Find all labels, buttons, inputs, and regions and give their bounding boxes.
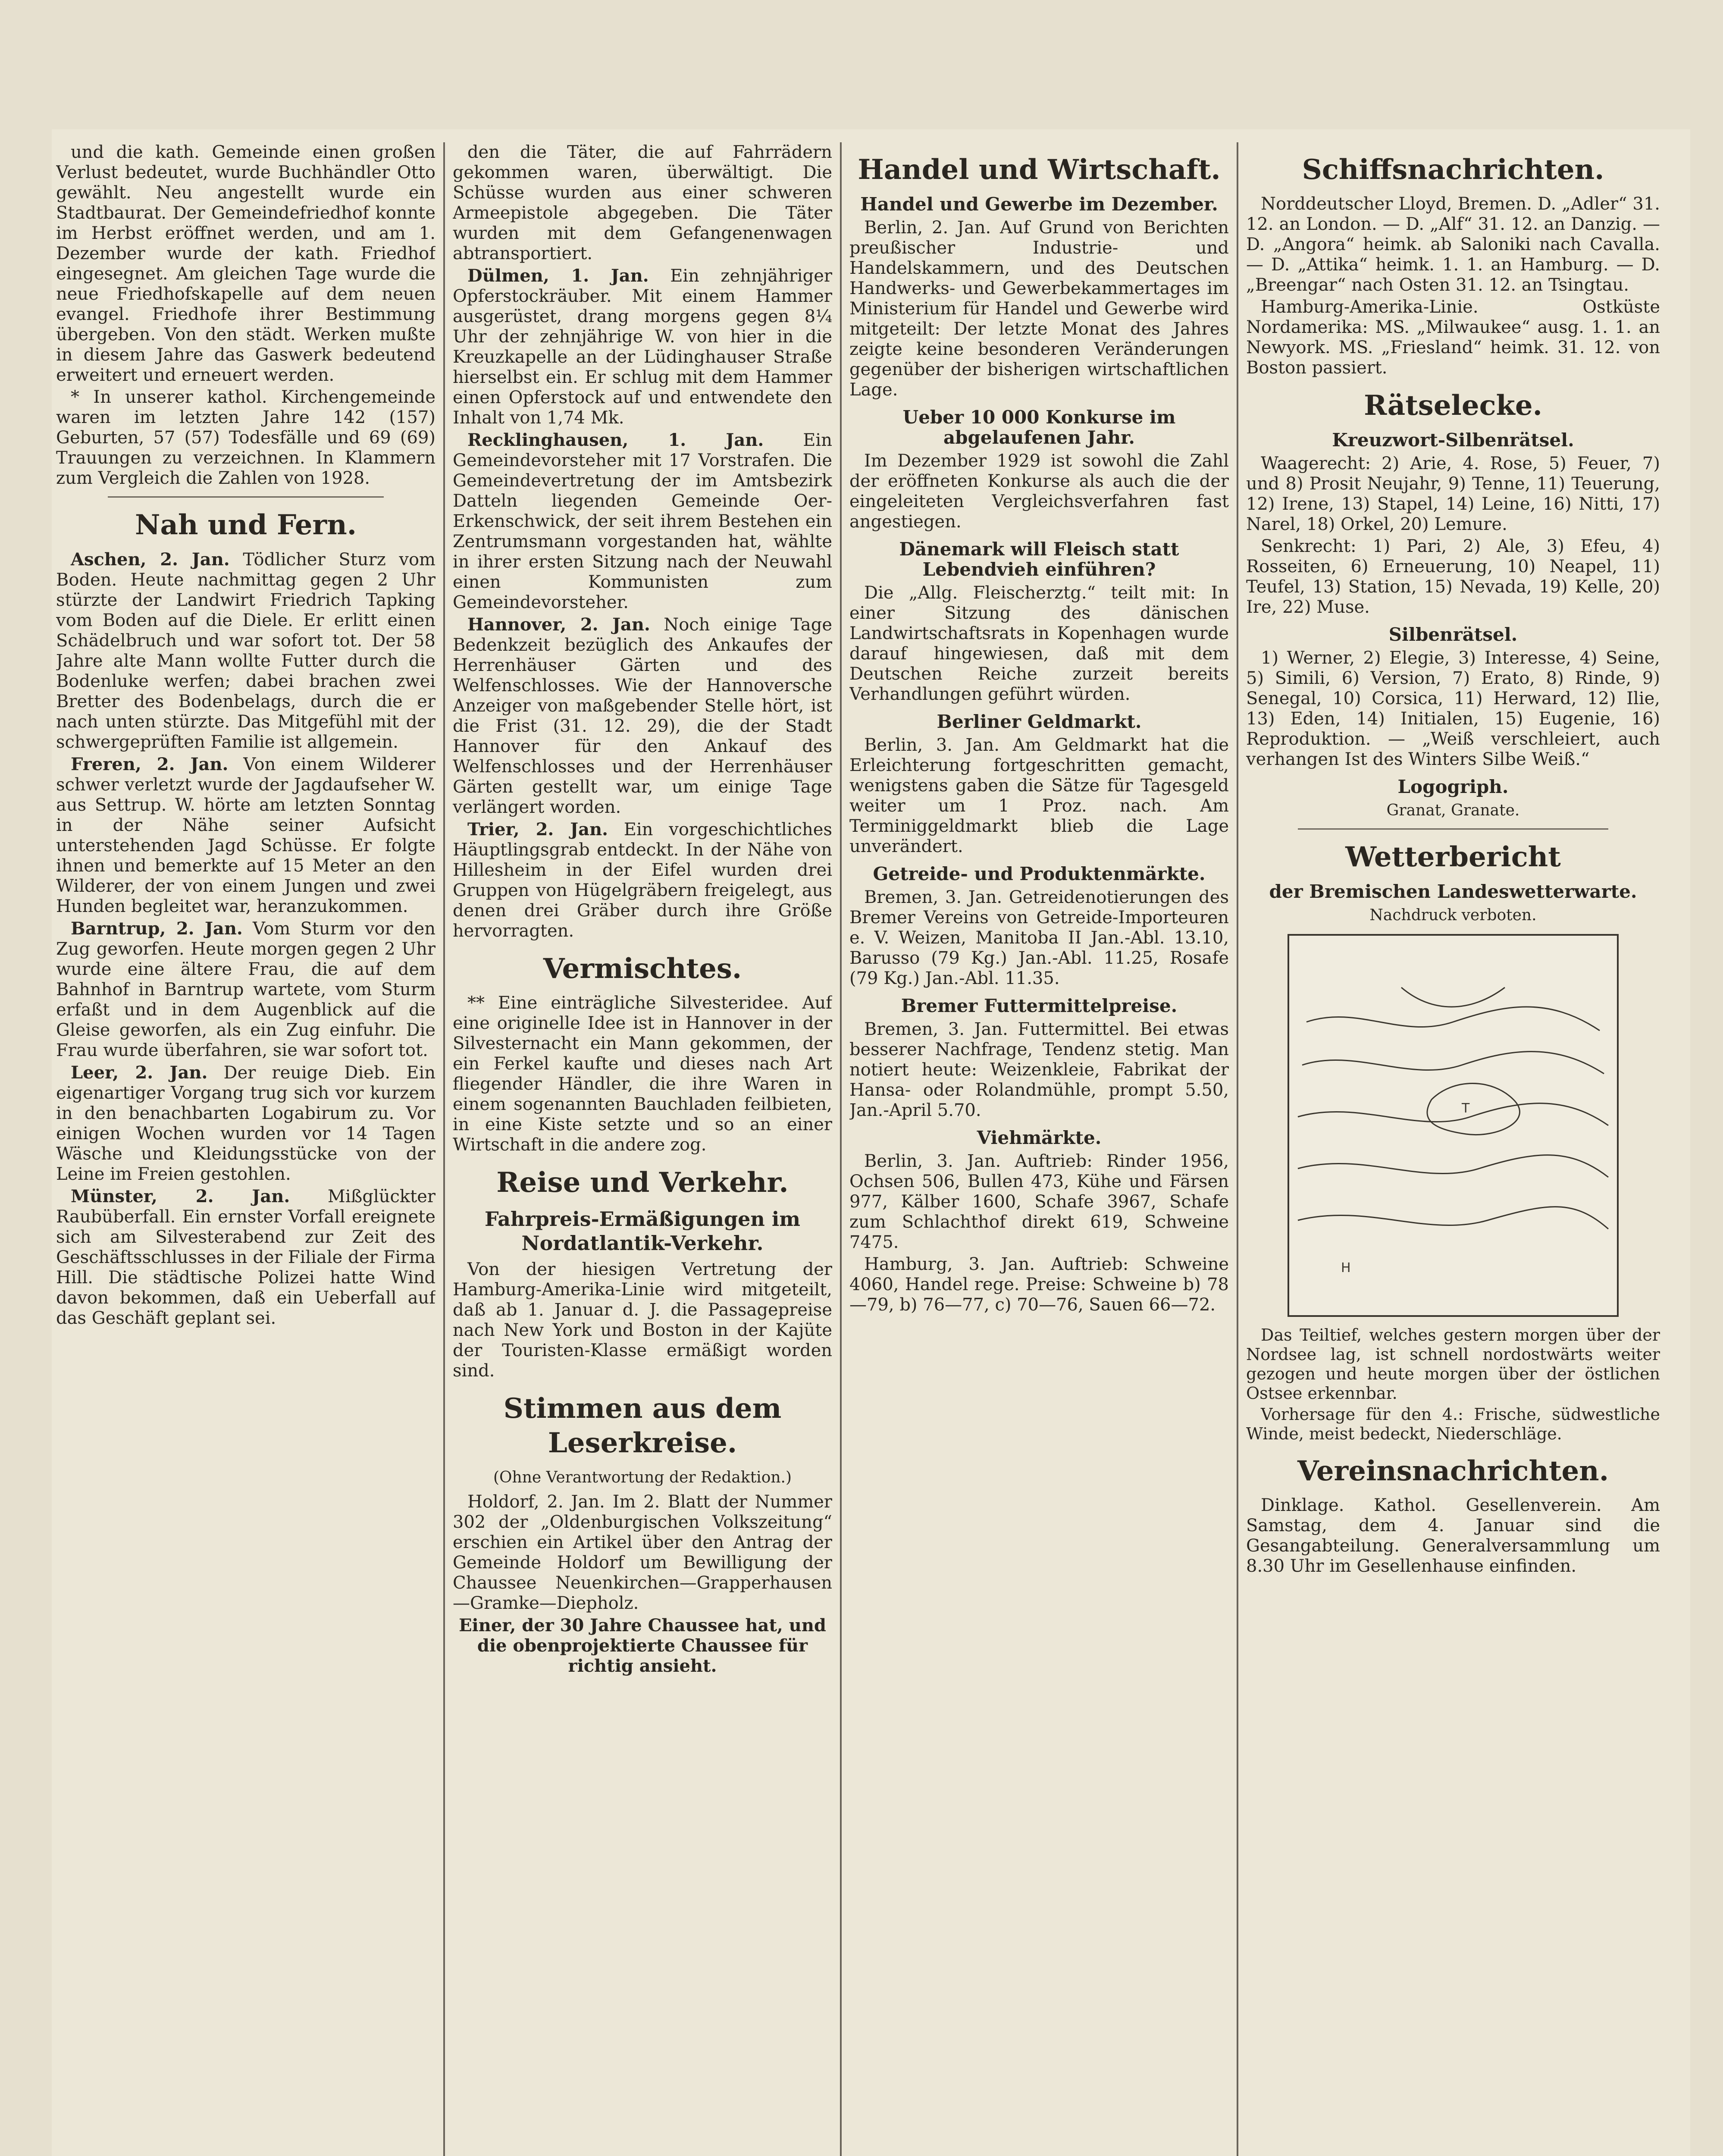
news-item: Hannover, 2. Jan. Noch einige Tage Bedenkzeit bezüglich des Ankaufes der Herrenhäuser Gärten und des Welfenschlosses. Wie der Hannoversche Anzeiger von maßgebender Stelle hört, ist die Frist (31. 12. 29), die der Stadt Hannover für den Ankauf des Welfenschlosses und der Herrenhäuser Gärten gestellt war, um einige Tage verlängert worden.	[453, 614, 832, 817]
article-subheading: Berliner Geldmarkt.	[937, 711, 1142, 732]
section-heading: Nah und Fern.	[135, 509, 357, 541]
article-text: Berlin, 3. Jan. Auftrieb: Rinder 1956, Ochsen 506, Bullen 473, Kühe und Färsen 977, Kälber 1600, Schafe 3967, Schafe zum Schlachthof direkt 619, Schweine 7475.	[849, 1151, 1229, 1252]
weather-map-graphic	[1289, 936, 1613, 1312]
article-text: Bremen, 3. Jan. Futtermittel. Bei etwas besserer Nachfrage, Tendenz stetig. Man notiert heute: Weizenkleie, Fabrikat der Hansa- oder Rolandmühle, prompt 5.50, Jan.-April 5.70.	[849, 1019, 1229, 1120]
article-text: Hamburg-Amerika-Linie. Ostküste Nordamerika: MS. „Milwaukee“ ausg. 1. 1. an Newyork. MS. „Friesland“ heimk. 31. 12. von Boston passiert.	[1246, 297, 1660, 378]
riddle-solution: Senkrecht: 1) Pari, 2) Ale, 3) Efeu, 4) Rosseiten, 6) Erneuerung, 10) Neapel, 11) Teufel, 13) Station, 15) Nevada, 19) Kelle, 20) Ire, 22) Muse.	[1246, 536, 1660, 617]
news-item: Barntrup, 2. Jan. Vom Sturm vor den Zug geworfen. Heute morgen gegen 2 Uhr wurde eine ältere Frau, die auf dem Bahnhof in Barntrup wartete, vom Sturm erfaßt und in dem Augenblick auf die Gleise geworfen, als ein Zug einfuhr. Die Frau wurde überfahren, sie war sofort tot.	[56, 918, 435, 1060]
article-text: Bremen, 3. Jan. Getreidenotierungen des Bremer Vereins von Getreide-Importeuren e. V. Weizen, Manitoba II Jan.-Abl. 13.10, Barusso (79 Kg.) Jan.-Abl. 11.25, Rosafe (79 Kg.) Jan.-Abl. 11.35.	[849, 887, 1229, 988]
article-signature: Einer, der 30 Jahre Chaussee hat, und die obenprojektierte Chaussee für richtig ansieht.	[459, 1615, 826, 1676]
article-text: ** Eine einträgliche Silvesteridee. Auf eine originelle Idee ist in Hannover in der Silvesternacht ein Mann gekommen, der ein Ferkel kaufte und dieses nach Art fliegender Händler, die ihre Waren in einem sogenannten Bauchladen feilbieten, in eine Kiste setzte und so an einer Wirtschaft in die andere zog.	[453, 993, 832, 1155]
article-subheading: Dänemark will Fleisch statt Lebendvieh einführen?	[899, 539, 1179, 580]
article-text: Berlin, 3. Jan. Am Geldmarkt hat die Erleichterung fortgeschritten gemacht, wenigstens gaben die Sätze für Tagesgeld weiter um 1 Proz. nach. Am Terminiggeldmarkt blieb die Lage unverändert.	[849, 735, 1229, 856]
section-heading: Vermischtes.	[543, 953, 742, 985]
riddle-solution: 1) Werner, 2) Elegie, 3) Interesse, 4) Seine, 5) Simili, 6) Version, 7) Erato, 8) Rinde, 9) Senegal, 10) Corsica, 11) Herward, 12) Ilie, 13) Eden, 14) Initialen, 15) Eugenie, 16) Reproduktion. — „Weiß verschleiert, auch verhangen Ist des Winters Silbe Weiß.“	[1246, 648, 1660, 769]
article-subheading: Silbenrätsel.	[1388, 624, 1518, 645]
riddle-solution: Granat, Granate.	[1386, 802, 1520, 819]
article-subheading: Ueber 10 000 Konkurse im abgelaufenen Jahr.	[902, 407, 1176, 448]
news-item: Freren, 2. Jan. Von einem Wilderer schwer verletzt wurde der Jagdaufseher W. aus Settrup. W. hörte am letzten Sonntag in der Nähe seiner Aufsicht unterstehenden Jagd Schüsse. Er folgte ihnen und bemerkte auf 15 Meter an den Wilderer, der von einem Jungen und zwei Hunden begleitet war, heranzukommen.	[56, 754, 435, 916]
article-subheading: Kreuzwort-Silbenrätsel.	[1332, 429, 1574, 451]
article-text: Holdorf, 2. Jan. Im 2. Blatt der Nummer 302 der „Oldenburgischen Volkszeitung“ erschien ein Artikel über den Antrag der Gemeinde Holdorf um Bewilligung der Chaussee Neuenkirchen—Grapperhausen—Gramke—Diepholz.	[453, 1492, 832, 1613]
column-rule	[443, 142, 445, 2156]
news-item: Recklinghausen, 1. Jan. Ein Gemeindevorsteher mit 17 Vorstrafen. Die Gemeindevertretung der im Amtsbezirk Datteln liegenden Gemeinde Oer-Erkenschwick, der seit ihrem Bestehen ein Zentrumsmann vorgestanden hat, wählte in ihrer ersten Sitzung nach der Neuwahl einen Kommunisten zum Gemeindevorsteher.	[453, 430, 832, 612]
column-3	[849, 142, 1229, 2156]
svg-text:T: T	[1462, 1101, 1470, 1116]
column-2	[453, 142, 832, 2156]
editorial-note: Nachdruck verboten.	[1369, 906, 1537, 924]
weather-report: Das Teiltief, welches gestern morgen über der Nordsee lag, ist schnell nordostwärts weiter gezogen und heute morgen über der östlichen Ostsee erkennbar.	[1246, 1326, 1660, 1403]
article-text: den die Täter, die auf Fahrrädern gekommen waren, überwältigt. Die Schüsse wurden aus einer schweren Armeepistole abgegeben. Die Täter wurden mit dem Gefangenenwagen abtransportiert.	[453, 142, 832, 263]
column-1	[56, 142, 435, 2156]
column-rule	[1237, 142, 1238, 2156]
editorial-note: (Ohne Verantwortung der Redaktion.)	[493, 1469, 792, 1486]
article-text: Von der hiesigen Vertretung der Hamburg-Amerika-Linie wird mitgeteilt, daß ab 1. Januar d. J. die Passagepreise nach New York und Boston in der Kajüte der Touristen-Klasse ermäßigt worden sind.	[453, 1260, 832, 1381]
divider	[108, 496, 384, 498]
article-text: Berlin, 2. Jan. Auf Grund von Berichten preußischer Industrie- und Handelskammern, und des Deutschen Handwerks- und Gewerbekammertages im Ministerium für Handel und Gewerbe wird mitgeteilt: Der letzte Monat des Jahres zeigte keine besonderen Veränderungen gegenüber der bisherigen wirtschaftlichen Lage.	[849, 218, 1229, 400]
weather-forecast: Vorhersage für den 4.: Frische, südwestliche Winde, meist bedeckt, Niederschläge.	[1246, 1405, 1660, 1443]
riddle-solution: Waagerecht: 2) Arie, 4. Rose, 5) Feuer, 7) und 8) Prosit Neujahr, 9) Tenne, 11) Teuerung, 12) Irene, 13) Stapel, 14) Leine, 16) Nitti, 17) Narel, 18) Orkel, 20) Lemure.	[1246, 454, 1660, 534]
article-text: Norddeutscher Lloyd, Bremen. D. „Adler“ 31. 12. an London. — D. „Alf“ 31. 12. an Danzig. — D. „Angora“ heimk. ab Saloniki nach Cavalla. — D. „Attika“ heimk. 1. 1. an Hamburg. — D. „Breengar“ nach Osten 31. 12. an Tsingtau.	[1246, 194, 1660, 295]
section-heading: Reise und Verkehr.	[496, 1166, 789, 1199]
news-item: Münster, 2. Jan. Mißglückter Raubüberfall. Ein ernster Vorfall ereignete sich am Silvesterabend zur Zeit des Geschäftsschlusses in der Filiale der Firma Hill. Die städtische Polizei hatte Wind davon bekommen, daß ein Ueberfall auf das Geschäft geplant sei.	[56, 1186, 435, 1328]
news-item: Trier, 2. Jan. Ein vorgeschichtliches Häuptlingsgrab entdeckt. In der Nähe von Hillesheim in der Eifel wurden drei Gruppen von Hügelgräbern freigelegt, aus denen drei Gräber durch ihre Größe hervorragten.	[453, 819, 832, 941]
article-text: Dinklage. Kathol. Gesellenverein. Am Samstag, dem 4. Januar sind die Gesangabteilung. Generalversammlung um 8.30 Uhr im Gesellenhause einfinden.	[1246, 1495, 1660, 1576]
article-subheading: Logogriph.	[1397, 776, 1509, 797]
svg-text:H: H	[1341, 1260, 1351, 1275]
weather-map	[1288, 934, 1619, 1317]
section-heading: Rätselecke.	[1364, 389, 1542, 422]
article-subheading: Fahrpreis-Ermäßigungen im Nordatlantik-Verkehr.	[484, 1207, 801, 1255]
divider	[1298, 828, 1608, 830]
column-4	[1246, 142, 1660, 2156]
column-rule	[840, 142, 842, 2156]
section-heading: Vereinsnachrichten.	[1297, 1455, 1609, 1487]
article-text: Im Dezember 1929 ist sowohl die Zahl der eröffneten Konkurse als auch die der eingeleiteten Vergleichsverfahren fast angestiegen.	[849, 451, 1229, 532]
section-heading: Schiffsnachrichten.	[1302, 154, 1604, 186]
section-heading: Wetterbericht	[1345, 841, 1561, 873]
article-subheading: Viehmärkte.	[977, 1127, 1102, 1148]
article-subheading: Handel und Gewerbe im Dezember.	[860, 194, 1218, 215]
article-text: und die kath. Gemeinde einen großen Verlust bedeutet, wurde Buchhändler Otto gewählt. Neu angestellt wurde ein Stadtbaurat. Der Gemeindefriedhof konnte im Herbst eröffnet werden, und am 1. Dezember wurde der kath. Friedhof eingesegnet. Am gleichen Tage wurde die neue Friedhofskapelle auf dem neuen evangel. Friedhofe ihrer Bestimmung übergeben. Von den städt. Werken mußte in diesem Jahre das Gaswerk bedeutend erweitert und erneuert werden.	[56, 142, 435, 385]
article-text: Hamburg, 3. Jan. Auftrieb: Schweine 4060, Handel rege. Preise: Schweine b) 78—79, b) 76—77, c) 70—76, Sauen 66—72.	[849, 1254, 1229, 1315]
article-subheading: der Bremischen Landeswetterwarte.	[1269, 881, 1637, 902]
article-subheading: Bremer Futtermittelpreise.	[901, 995, 1178, 1016]
article-subheading: Getreide- und Produktenmärkte.	[873, 863, 1206, 884]
section-heading: Stimmen aus dem Leserkreise.	[503, 1392, 782, 1459]
news-item: Leer, 2. Jan. Der reuige Dieb. Ein eigenartiger Vorgang trug sich vor kurzem in den benachbarten Logabirum zu. Vor einigen Wochen wurden vor 14 Tagen Wäsche und Kleidungsstücke von der Leine im Freien gestohlen.	[56, 1062, 435, 1184]
section-heading: Handel und Wirtschaft.	[858, 154, 1221, 186]
news-item: Dülmen, 1. Jan. Ein zehnjähriger Opferstockräuber. Mit einem Hammer ausgerüstet, drang morgens gegen 8¼ Uhr der zehnjährige W. von hier in die Kreuzkapelle an der Lüdinghauser Straße hierselbst ein. Er schlug mit dem Hammer einen Opferstock auf und entwendete den Inhalt von 1,74 Mk.	[453, 266, 832, 428]
news-item: Aschen, 2. Jan. Tödlicher Sturz vom Boden. Heute nachmittag gegen 2 Uhr stürzte der Landwirt Friedrich Tapking vom Boden auf die Diele. Er erlitt einen Schädelbruch und war sofort tot. Der 58 Jahre alte Mann wollte Futter durch die Bodenluke werfen; dabei brachen zwei Bretter des Bodenbelags, durch die er nach unten stürzte. Das Mitgefühl mit der schwergeprüften Familie ist allgemein.	[56, 549, 435, 752]
article-text: * In unserer kathol. Kirchengemeinde waren im letzten Jahre 142 (157) Geburten, 57 (57) Todesfälle und 69 (69) Trauungen zu verzeichnen. In Klammern zum Vergleich die Zahlen von 1928.	[56, 387, 435, 488]
article-text: Die „Allg. Fleischerztg.“ teilt mit: In einer Sitzung des dänischen Landwirtschaftsrats in Kopenhagen wurde darauf hingewiesen, daß mit dem Deutschen Reiche zurzeit bereits Verhandlungen geführt würden.	[849, 583, 1229, 704]
